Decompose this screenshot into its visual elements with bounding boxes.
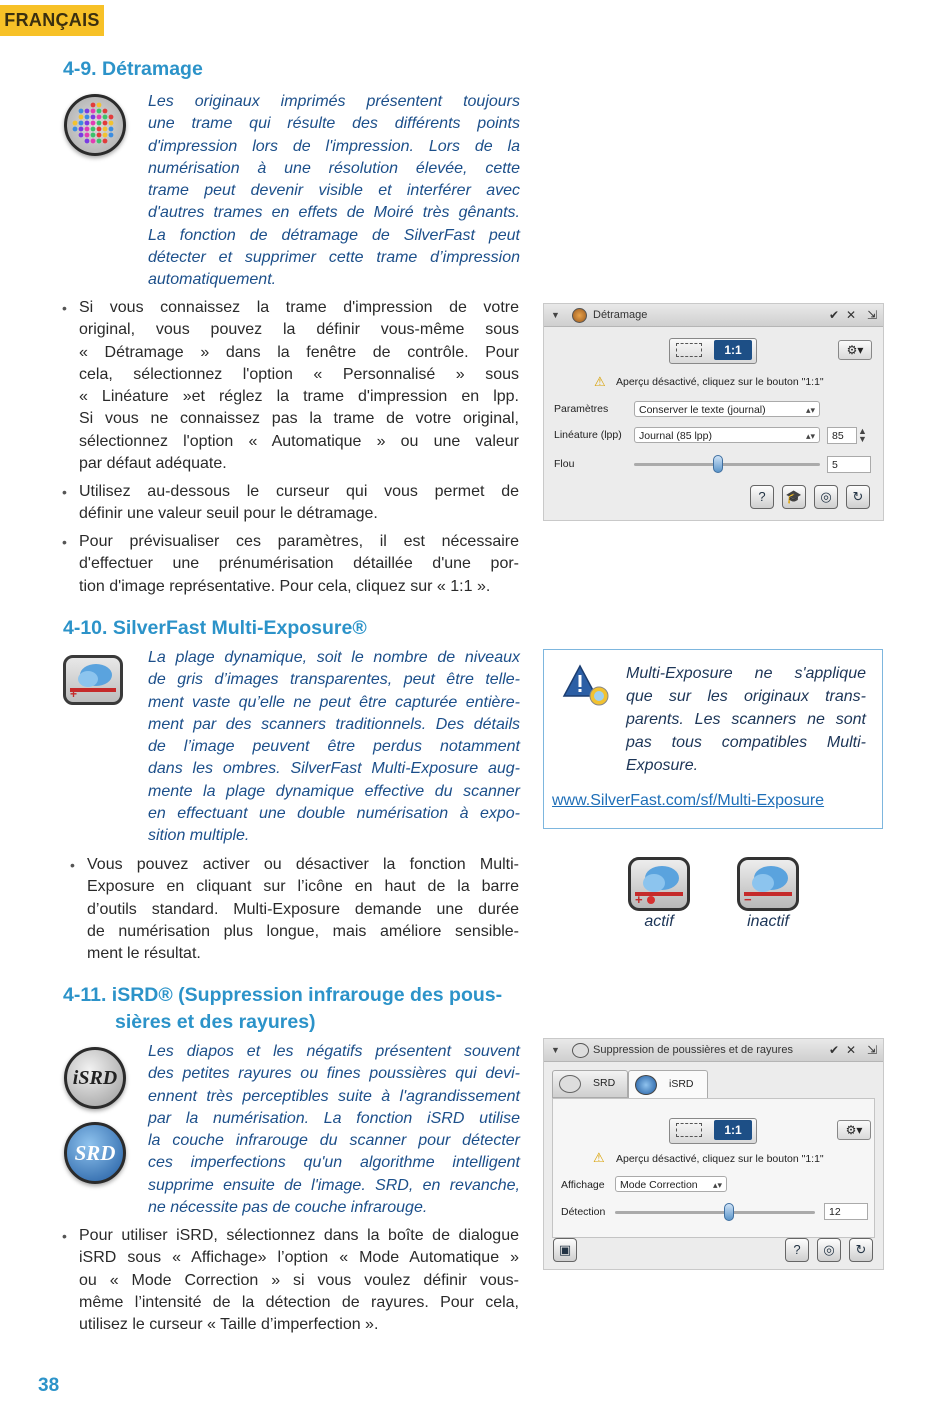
parameters-select[interactable]: Conserver le texte (journal) ▴▾ (634, 401, 820, 417)
intro-line: par la numérisation. La fonction iSRD utilise (148, 1109, 520, 1127)
isrd-intro (148, 1041, 520, 1219)
intro-line: des petites rayures ou fines poussières qui devi- (148, 1065, 520, 1083)
intro-line: ment par des scanners traditionnels. Des détails (148, 715, 520, 733)
isrd-icon (64, 1047, 126, 1109)
note-line: pas tous compatibles Multi- (626, 734, 866, 751)
zoom-icon[interactable]: ◎ (814, 485, 838, 509)
intro-line: numérisation à une résolution élevée, cette (148, 159, 520, 177)
bullet-line: Utilisez au-dessous le curseur qui vous permet de (79, 482, 519, 500)
display-mode-select[interactable]: Mode Correction ▴▾ (615, 1176, 727, 1192)
blur-label: Flou (554, 458, 575, 470)
save-icon[interactable]: ▣ (553, 1238, 577, 1262)
note-line: que sur les originaux trans- (626, 688, 866, 705)
bullet-line: définir une valeur seuil pour le détramage. (79, 505, 378, 523)
srd-small-icon (572, 1043, 589, 1058)
help-icon[interactable]: ? (750, 485, 774, 509)
bullet-line: ou « Mode Correction » si vous voulez définir vous- (79, 1271, 519, 1289)
panel-titlebar (544, 304, 883, 327)
close-icon[interactable]: ✕ (845, 1043, 856, 1057)
bullet-line: original, vous pouvez la définir vous-même sous (79, 321, 519, 339)
section-title-isrd-line1: 4-11. iSRD® (Suppression infrarouge des pous- (63, 984, 503, 1006)
bullet-line: Si vous ne connaissez pas la trame de votre original, (79, 410, 519, 428)
note-box (543, 649, 883, 829)
blur-slider-track[interactable] (634, 463, 820, 466)
warning-icon: ⚠ (593, 1150, 605, 1165)
intro-line: la couche infrarouge du scanner pour détecter (148, 1132, 520, 1150)
intro-line: automatiquement. (148, 271, 277, 289)
expand-icon[interactable]: ⇲ (866, 308, 877, 322)
isrd-tab-icon (635, 1075, 657, 1095)
detection-slider-track[interactable] (615, 1211, 815, 1214)
intro-line: de gris d’images transparentes, peut être telle- (148, 671, 520, 689)
intro-line: dans les ombres. SilverFast Multi-Exposure aug- (148, 760, 520, 778)
bullet-line: Pour utiliser iSRD, sélectionnez dans la boîte de dialogue (79, 1227, 519, 1244)
bullet-item (62, 531, 519, 598)
frame-preview-icon[interactable] (676, 1123, 702, 1137)
intro-line: une trame qui résulte des différents points (148, 115, 520, 133)
bullet-line: Vous pouvez activer ou désactiver la fonction Multi- (87, 856, 519, 873)
intro-line: en effectuant une double numérisation à expo- (148, 805, 520, 823)
section-title-multi-exposure: 4-10. SilverFast Multi-Exposure® (63, 617, 367, 639)
bullet-dot-icon: • (62, 533, 67, 550)
bullet-line: sélectionnez l'option « Automatique » ou une valeur (79, 432, 519, 450)
detection-slider-knob[interactable] (724, 1203, 734, 1221)
intro-line: ment vaste qu’elle ne peut être capturée entière- (148, 693, 520, 711)
intro-line: Les diapos et les négatifs présentent souvent (148, 1043, 520, 1060)
preview-toggle-group (669, 1118, 757, 1144)
screen-ruling-select[interactable]: Journal (85 lpp) ▴▾ (634, 427, 820, 443)
intro-line: mente la plage dynamique effective du scanner (148, 782, 520, 800)
help-icon[interactable]: ? (785, 1238, 809, 1262)
intro-line: ne nécessite pas de couche infrarouge. (148, 1199, 428, 1217)
zoom-icon[interactable]: ◎ (817, 1238, 841, 1262)
bullet-line: par défaut adéquate. (79, 455, 227, 473)
tab-srd[interactable] (552, 1070, 628, 1098)
panel-titlebar (544, 1039, 883, 1062)
bullet-dot-icon: • (62, 1228, 67, 1244)
bullet-dot-icon: • (70, 857, 75, 873)
bullet-line: d’outils standard. Multi-Exposure demande une durée (87, 900, 519, 918)
bullet-line: Pour prévisualiser ces paramètres, il est nécessaire (79, 532, 519, 550)
intro-line: supprime ensuite de l'image. SRD, en revanche, (148, 1176, 520, 1194)
stepper-icon[interactable]: ▲ ▼ (858, 426, 867, 444)
intro-line: ennent très perceptibles suite à l'agrandissement (148, 1087, 520, 1105)
multi-exposure-link[interactable]: www.SilverFast.com/sf/Multi-Exposure (552, 792, 825, 809)
warning-triangle-icon (562, 664, 610, 711)
isrd-icon-label: iSRD (72, 1067, 118, 1089)
intro-line: détecter et supprimer cette trame d’impression (148, 249, 520, 267)
language-tab: FRANÇAIS (0, 5, 104, 36)
descreening-small-icon (572, 308, 587, 323)
check-icon[interactable]: ✔ (828, 308, 839, 322)
multi-exposure-intro (148, 647, 520, 848)
bullet-line: cela, sélectionnez l'option « Personnalisé » sous (79, 365, 519, 383)
srd-icon-label: SRD (74, 1141, 116, 1165)
bullet-line: d'effectuer une prénumérisation détaillée d'une por- (79, 555, 519, 573)
bullet-line: tion d'image représentative. Pour cela, cliquez sur « 1:1 ». (79, 577, 491, 595)
display-label: Affichage (561, 1179, 605, 1191)
section-title-descreening: 4-9. Détramage (63, 58, 203, 80)
tab-srd-label: SRD (593, 1077, 616, 1089)
caption-active: actif (644, 913, 674, 930)
panel-title: Suppression de poussières et de rayures (593, 1044, 793, 1056)
parameters-label: Paramètres (554, 403, 609, 415)
bullet-dot-icon: • (62, 300, 67, 316)
intro-line: ces imperfections qu'un algorithme intelligent (148, 1154, 520, 1172)
dust-scratch-panel (543, 1038, 884, 1270)
check-icon[interactable]: ✔ (828, 1043, 839, 1057)
bullet-item (62, 481, 519, 526)
preview-warning: Aperçu désactivé, cliquez sur le bouton "1:1" (616, 376, 824, 388)
multi-exposure-bullets (70, 854, 519, 971)
frame-preview-icon[interactable] (676, 343, 702, 357)
preview-toggle-group (669, 338, 757, 364)
descreening-intro (148, 91, 520, 292)
note-line: Exposure. (626, 757, 699, 774)
caption-inactive: inactif (747, 913, 789, 930)
svg-text:+: + (70, 687, 78, 701)
multi-exposure-inactive-icon[interactable] (737, 857, 799, 911)
bullet-line: Exposure en cliquant sur l’icône en haut de la barre (87, 878, 519, 896)
ratio-1-1-button[interactable]: 1:1 (714, 340, 752, 360)
bullet-dot-icon: • (62, 483, 67, 500)
bullet-line: Si vous connaissez la trame d'impression de votre (79, 299, 519, 316)
srd-tab-icon (559, 1075, 581, 1093)
intro-line: Les originaux imprimés présentent toujours (148, 93, 520, 110)
intro-line: d'autres trames en effets de Moiré très gênants. (148, 204, 520, 222)
bullet-line: utilisez le curseur « Taille d’imperfection ». (79, 1316, 379, 1334)
descreening-icon (64, 94, 126, 156)
intro-line: La fonction de détramage de SilverFast peut (148, 226, 520, 244)
intro-line: trame peut devenir visible et interférer avec (148, 182, 520, 200)
detection-value[interactable]: 12 (824, 1203, 868, 1220)
settings-gear-icon[interactable]: ⚙▾ (838, 340, 872, 360)
descreening-bullets (62, 297, 519, 603)
bullet-item (62, 297, 519, 475)
note-text (626, 662, 866, 777)
bullet-item (62, 1225, 519, 1336)
blur-slider-knob[interactable] (713, 455, 723, 473)
expand-icon[interactable]: ⇲ (866, 1043, 877, 1057)
tab-content (552, 1098, 875, 1238)
multi-exposure-icon (63, 655, 123, 705)
intro-line: La plage dynamique, soit le nombre de niveaux (148, 649, 520, 666)
descreening-panel (543, 303, 884, 521)
reset-icon[interactable]: ↻ (849, 1238, 873, 1262)
section-title-isrd-line2: sières et des rayures) (115, 1011, 316, 1033)
tab-isrd-label: iSRD (669, 1078, 694, 1090)
screen-ruling-value[interactable]: 85 (827, 427, 857, 444)
close-icon[interactable]: ✕ (845, 308, 856, 322)
collapse-triangle-icon[interactable]: ▼ (551, 310, 560, 320)
tutorial-icon[interactable]: 🎓 (782, 485, 806, 509)
svg-text:−: − (744, 892, 752, 907)
collapse-triangle-icon[interactable]: ▼ (551, 1045, 560, 1055)
bullet-line: même l’intensité de la détection de rayures. Pour cela, (79, 1293, 519, 1311)
bullet-line: « Détramage » dans la fenêtre de contrôle. Pour (79, 343, 519, 361)
preview-warning: Aperçu désactivé, cliquez sur le bouton "1:1" (616, 1153, 824, 1165)
multi-exposure-active-icon[interactable] (628, 857, 690, 911)
bullet-line: ment le résultat. (87, 945, 201, 963)
warning-icon: ⚠ (594, 374, 606, 389)
blur-value[interactable]: 5 (827, 456, 871, 473)
page-number: 38 (38, 1375, 60, 1396)
detection-label: Détection (561, 1206, 606, 1218)
intro-line: sition multiple. (148, 827, 250, 845)
bullet-item (70, 854, 519, 965)
svg-text:+: + (635, 892, 643, 907)
panel-title: Détramage (593, 309, 648, 321)
settings-gear-icon[interactable]: ⚙▾ (837, 1120, 871, 1140)
tab-isrd[interactable] (628, 1070, 708, 1099)
bullet-line: de numérisation plus longue, mais améliore sensible- (87, 922, 519, 940)
bullet-line: iSRD sous « Affichage» l’option « Mode Automatique » (79, 1249, 519, 1267)
bullet-line: « Linéature »et réglez la trame d'impression en lpp. (79, 388, 519, 406)
ratio-1-1-button[interactable]: 1:1 (714, 1120, 752, 1140)
isrd-bullets (62, 1225, 519, 1342)
intro-line: d'impression lors de l'impression. Lors de la (148, 137, 520, 155)
note-line: Multi-Exposure ne s'applique (626, 665, 866, 682)
reset-icon[interactable]: ↻ (846, 485, 870, 509)
intro-line: de l’image peuvent être perdus notamment (148, 738, 520, 756)
note-line: parents. Les scanners ne sont (626, 711, 866, 728)
srd-icon (64, 1122, 126, 1184)
screen-ruling-label: Linéature (lpp) (554, 429, 622, 441)
